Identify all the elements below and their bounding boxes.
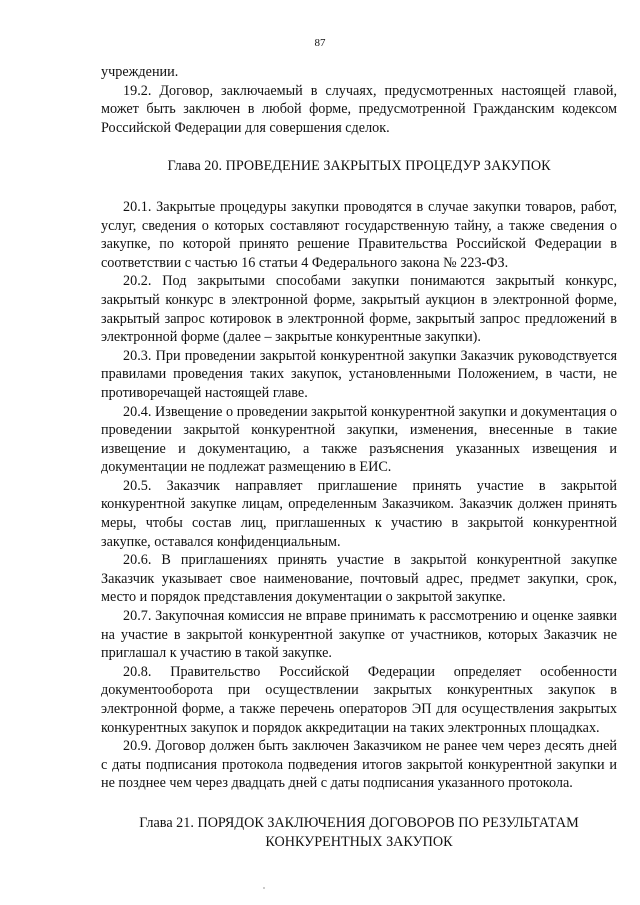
paragraph-20-7: 20.7. Закупочная комиссия не вправе принимать к рассмотрению и оценке заявки на участие в закрытой конкурентной закупке от участников, которых Заказчик не приглашал к участию в такой закупке. bbox=[101, 608, 617, 662]
paragraph-19-2: 19.2. Договор, заключаемый в случаях, предусмотренных настоящей главой, может быть заключен в любой форме, предусмотренной Гражданским кодексом Российской Федерации для совершения сделок. bbox=[101, 82, 617, 136]
paragraph-continuation: учреждении. bbox=[101, 64, 179, 80]
paragraph-20-8: 20.8. Правительство Российской Федерации определяет особенности документооборота при осуществлении закрытых конкурентных закупок в электронной форме, а также перечень операторов ЭП для осуществления закрытых конкурентных закупок и порядок аккредитации на таких электронных площадках. bbox=[101, 663, 617, 736]
paragraph-20-2: 20.2. Под закрытыми способами закупки понимаются закрытый конкурс, закрытый конкурс в электронной форме, закрытый аукцион в электронной форме, закрытый запрос котировок в электронной форме, закрытый запрос предложений в электронной форме (далее – закрытые конкурентные закупки). bbox=[101, 273, 617, 346]
paragraph-20-5: 20.5. Заказчик направляет приглашение принять участие в закрытой конкурентной закупке лицам, определенным Заказчиком. Заказчик должен принять меры, чтобы состав лиц, приглашенных к участию в закрытой конкурентной закупке, оставался конфиденциальным. bbox=[101, 477, 617, 550]
paragraph-20-6: 20.6. В приглашениях принять участие в закрытой конкурентной закупке Заказчик указывает свое наименование, почтовый адрес, предмет закупки, срок, место и порядок представления документации о закрытой закупке. bbox=[101, 552, 617, 606]
scan-speck bbox=[263, 887, 265, 889]
paragraph-20-3: 20.3. При проведении закрытой конкурентной закупки Заказчик руководствуется правилами проведения таких закупок, установленными Положением, в части, не противоречащей настоящей главе. bbox=[101, 347, 617, 401]
page-number: 87 bbox=[314, 37, 326, 49]
paragraph-20-4: 20.4. Извещение о проведении закрытой конкурентной закупки и документация о проведении закрытой конкурентной закупки, изменения, внесенные в такие извещение и документацию, а также разъяснения указанных извещения и документации не подлежат размещению в ЕИС. bbox=[101, 403, 617, 476]
chapter-21-heading-line-2: КОНКУРЕНТНЫХ ЗАКУПОК bbox=[265, 833, 453, 850]
chapter-20-heading: Глава 20. ПРОВЕДЕНИЕ ЗАКРЫТЫХ ПРОЦЕДУР ЗАКУПОК bbox=[167, 158, 551, 175]
paragraph-20-9: 20.9. Договор должен быть заключен Заказчиком не ранее чем через десять дней с даты подписания протокола подведения итогов закрытой конкурентной закупки и не позднее чем через двадцать дней с даты подписания указанного протокола. bbox=[101, 738, 617, 792]
chapter-21-heading-line-1: Глава 21. ПОРЯДОК ЗАКЛЮЧЕНИЯ ДОГОВОРОВ ПО РЕЗУЛЬТАТАМ bbox=[139, 814, 579, 831]
paragraph-20-1: 20.1. Закрытые процедуры закупки проводятся в случае закупки товаров, работ, услуг, сведения о которых составляют государственную тайну, а также сведения о закупке, по которой принято решение Правительства Российской Федерации в соответствии с частью 16 статьи 4 Федерального закона № 223-ФЗ. bbox=[101, 198, 617, 271]
document-body bbox=[101, 63, 617, 873]
chapter-21-heading bbox=[101, 814, 617, 851]
